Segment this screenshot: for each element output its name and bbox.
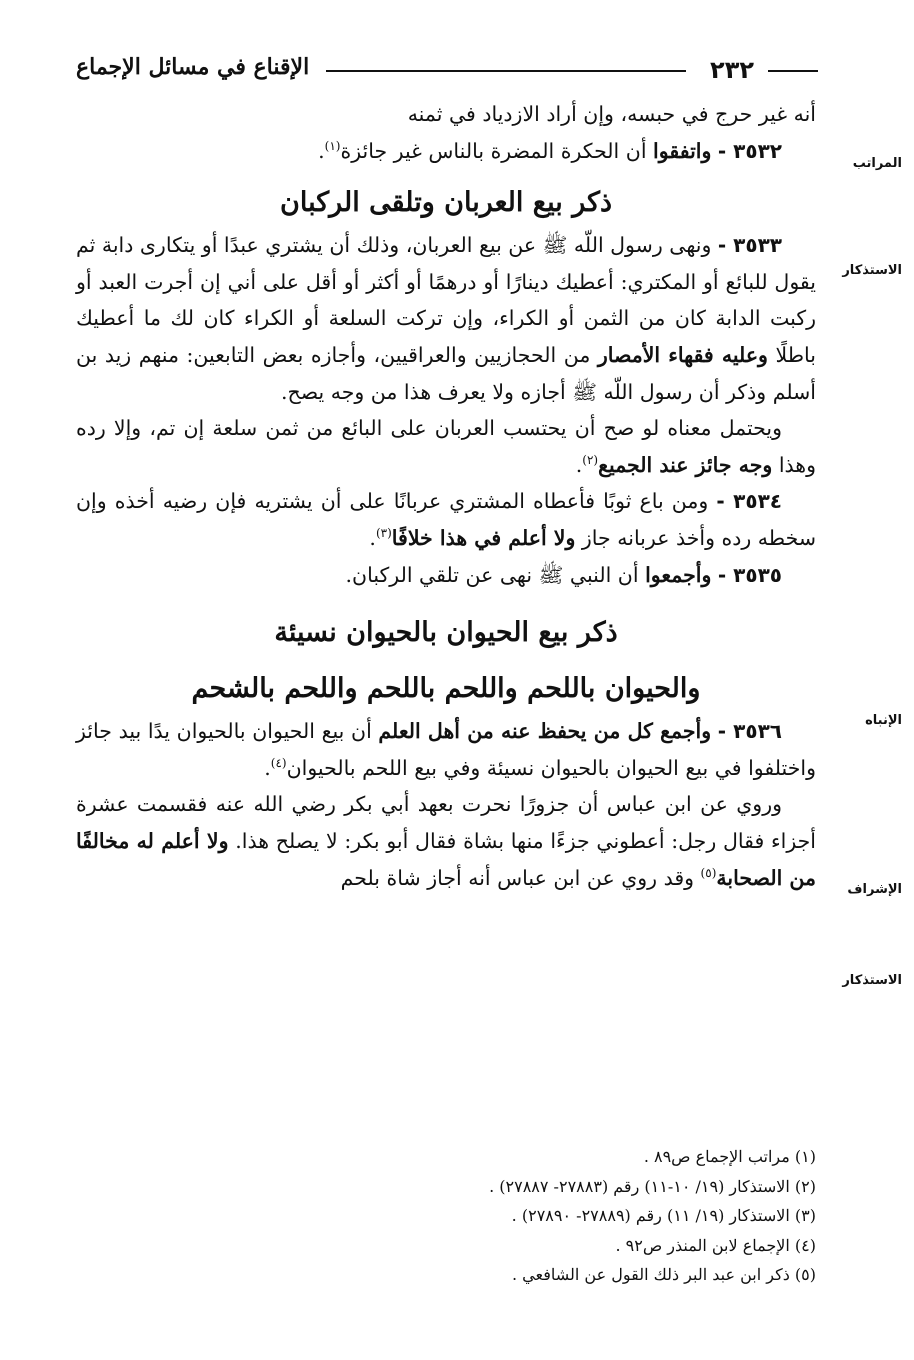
- paragraph-3534: ٣٥٣٤ - ومن باع ثوبًا فأعطاه المشتري عربانًا على أن يشتريه فإن رضيه أخذه وإن سخطه رده وأخذ عربانه جاز ولا أعلم في هذا خلافًا$^{(٣)}$.: [76, 489, 816, 550]
- footnote-item: (١) مراتب الإجماع ص٨٩ .: [643, 1147, 816, 1166]
- header-dash: [768, 70, 818, 72]
- footnote-item: (٢) الاستذكار (١٩/ ١٠-١١) رقم (٢٧٨٨٣- ٢٧٨٨٧) .: [489, 1176, 816, 1196]
- running-header: [76, 50, 818, 90]
- paragraph-3532: ٣٥٣٢ - واتفقوا أن الحكرة المضرة بالناس غير جائزة$^{(١)}$.: [318, 138, 782, 163]
- margin-label-istidhkar: الاستذكار: [842, 263, 902, 278]
- page-number: ٢٣٢: [710, 56, 754, 84]
- footnote-ref-4: (٤): [270, 755, 287, 770]
- margin-label-istidhkar-2: الاستذكار: [842, 973, 902, 988]
- margin-label-maratib: المراتب: [852, 156, 902, 171]
- header-rule: [326, 70, 686, 72]
- section-heading-urban: ذكر بيع العربان وتلقى الركبان: [280, 187, 612, 219]
- footnote-item: (٥) ذكر ابن عبد البر ذلك القول عن الشافعي .: [511, 1265, 816, 1284]
- paragraph-3533: ٣٥٣٣ - ونهى رسول اللّه ﷺ عن بيع العربان، وذلك أن يشتري عبدًا أو يتكارى دابة ثم يقول للبائع أو المكتري: أعطيك دينارًا أو درهمًا أو أكثر أو أقل على أني إن أجرت العبد أو ركبت الدابة كان من الثمن أو الكراء، وإن تركت السلعة أو الكراء كان لك ما أعطيك باطلًا وعليه فقهاء الأمصار من الحجازيين والعراقيين، وأجازه بعض التابعين: منهم زيد بن أسلم وذكر أن رسول اللّه ﷺ أجازه ولا يعرف هذا من وجه يصح.: [75, 233, 816, 404]
- footnote-ref-2: (٢): [582, 452, 599, 467]
- margin-label-inbah: الإنباه: [865, 713, 902, 728]
- book-title: الإقناع في مسائل الإجماع: [76, 54, 310, 80]
- paragraph-continuation: أنه غير حرج في حبسه، وإن أراد الازدياد في ثمنه: [407, 102, 816, 126]
- section-heading-hayawan: ذكر بيع الحيوان بالحيوان نسيئة: [274, 617, 618, 649]
- footnote-ref-3: (٣): [375, 526, 392, 541]
- footnotes: [300, 1142, 816, 1290]
- footnote-item: (٤) الإجماع لابن المنذر ص٩٢ .: [615, 1235, 816, 1255]
- margin-label-ishraf: الإشراف: [847, 882, 902, 897]
- main-text: [76, 96, 816, 896]
- footnote-ref-5: (٥): [700, 865, 717, 880]
- paragraph-3535: ٣٥٣٥ - وأجمعوا أن النبي ﷺ نهى عن تلقي الركبان.: [345, 562, 782, 587]
- footnote-ref-1: (١): [324, 138, 341, 153]
- footnote-item: (٣) الاستذكار (١٩/ ١١) رقم (٢٧٨٨٩- ٢٧٨٩٠) .: [511, 1206, 816, 1225]
- paragraph-ihtimal: ويحتمل معناه لو صح أن يحتسب العربان على البائع من ثمن سلعة إن تم، وإلا رده وهذا وجه جائز عند الجميع$^{(٢)}$.: [76, 416, 816, 477]
- paragraph-3536: ٣٥٣٦ - وأجمع كل من يحفظ عنه من أهل العلم أن بيع الحيوان بالحيوان يدًا بيد جائز واختلفوا في بيع الحيوان بالحيوان نسيئة وفي بيع اللحم بالحيوان$^{(٤)}$.: [76, 719, 816, 780]
- section-subheading-lahm: والحيوان باللحم واللحم باللحم واللحم بالشحم: [191, 673, 701, 705]
- paragraph-ibn-abbas: وروي عن ابن عباس أن جزورًا نحرت بعهد أبي بكر رضي الله عنه فقسمت عشرة أجزاء فقال رجل: أعطوني جزءًا منها بشاة فقال أبو بكر: لا يصلح هذا. ولا أعلم له مخالفًا من الصحابة$^{(٥)}$ وقد روي عن ابن عباس أنه أجاز شاة بلحم: [76, 792, 816, 890]
